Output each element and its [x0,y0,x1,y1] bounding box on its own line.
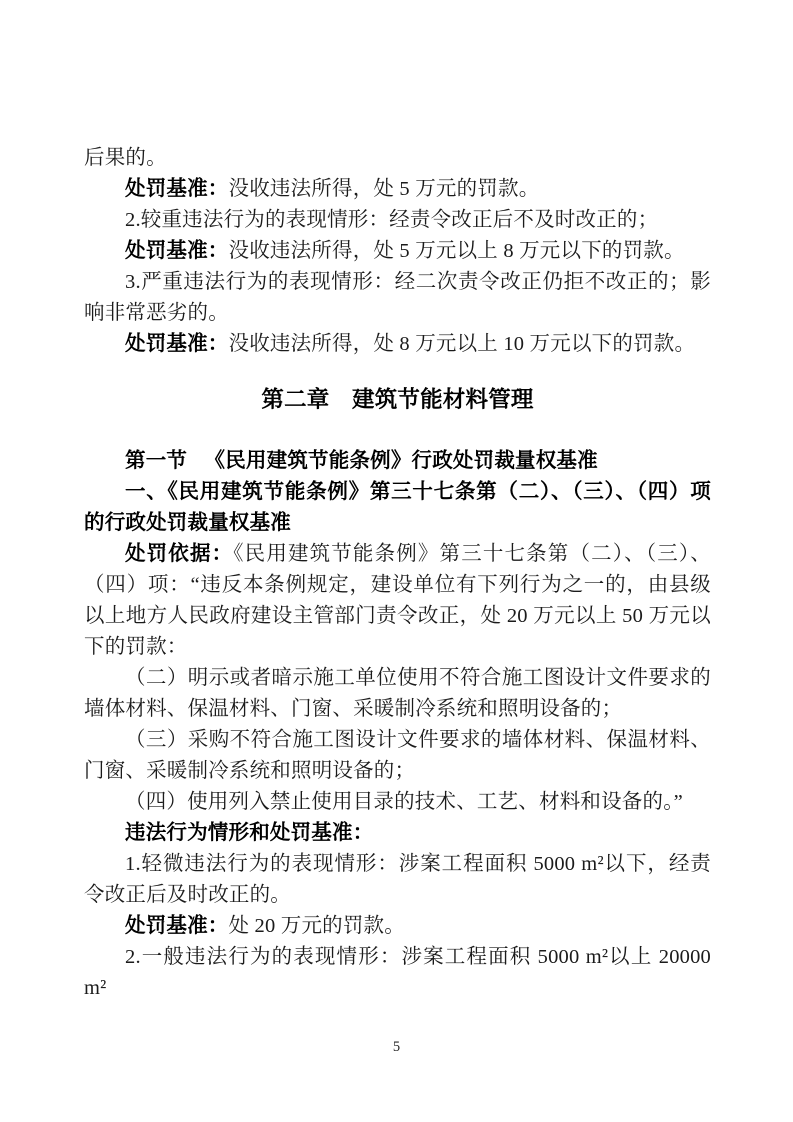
body-text: 《民用建筑节能条例》第三十七条第（二）、（三）、（四）项：“违反本条例规定，建设单位有下列行为之一的，由县级以上地方人民政府建设主管部门责令改正，处 20 万元以上 50 万元以下的罚款： [84,543,711,658]
penalty-basis-paragraph [84,539,711,663]
penalty-standard-paragraph [84,236,711,267]
body-text: （二）明示或者暗示施工单位使用不符合施工图设计文件要求的墙体材料、保温材料、门窗、采暖制冷系统和照明设备的； [84,667,711,720]
body-text: 没收违法所得，处 5 万元以上 8 万元以下的罚款。 [228,240,685,262]
penalty-standard-paragraph [84,329,711,360]
chapter-heading [84,382,711,418]
violation-level-paragraph [84,205,711,236]
body-text: 2.较重违法行为的表现情形：经责令改正后不及时改正的； [125,209,659,231]
page-content [84,143,711,1004]
penalty-standard-paragraph [84,911,711,942]
penalty-standard-paragraph [84,174,711,205]
violation-level-paragraph [84,942,711,1004]
item-heading-text: 一、《民用建筑节能条例》第三十七条第（二）、（三）、（四）项的行政处罚裁量权基准 [84,481,711,534]
subsection-heading-text: 违法行为情形和处罚基准： [125,822,374,844]
section-title: 《民用建筑节能条例》行政处罚裁量权基准 [204,450,598,472]
subsection-heading [84,818,711,849]
clause-paragraph [84,725,711,787]
item-heading [84,477,711,539]
violation-level-paragraph [84,267,711,329]
section-number: 第一节 [125,450,188,472]
section-heading [84,446,711,477]
penalty-basis-label: 处罚依据： [125,543,234,565]
page-number: 5 [392,1039,401,1055]
body-text: （三）采购不符合施工图设计文件要求的墙体材料、保温材料、门窗、采暖制冷系统和照明设备的； [84,729,711,782]
body-text: 处 20 万元的罚款。 [228,915,405,937]
body-text: 2.一般违法行为的表现情形：涉案工程面积 5000 m²以上 20000 m² [84,946,711,999]
penalty-standard-label: 处罚基准： [125,178,229,200]
clause-paragraph [84,663,711,725]
body-text: （四）使用列入禁止使用目录的技术、工艺、材料和设备的。” [125,791,683,813]
penalty-standard-label: 处罚基准： [125,333,229,355]
body-text: 没收违法所得，处 8 万元以上 10 万元以下的罚款。 [228,333,696,355]
paragraph-continuation [84,143,711,174]
chapter-title: 建筑节能材料管理 [352,387,534,412]
penalty-standard-label: 处罚基准： [125,915,229,937]
body-text: 后果的。 [84,147,167,169]
violation-level-paragraph [84,849,711,911]
penalty-standard-label: 处罚基准： [125,240,229,262]
body-text: 没收违法所得，处 5 万元的罚款。 [228,178,540,200]
body-text: 3.严重违法行为的表现情形：经二次责令改正仍拒不改正的；影响非常恶劣的。 [84,271,711,324]
clause-paragraph [84,787,711,818]
chapter-number: 第二章 [261,387,330,412]
body-text: 1.轻微违法行为的表现情形：涉案工程面积 5000 m²以下，经责令改正后及时改正的。 [84,853,711,906]
